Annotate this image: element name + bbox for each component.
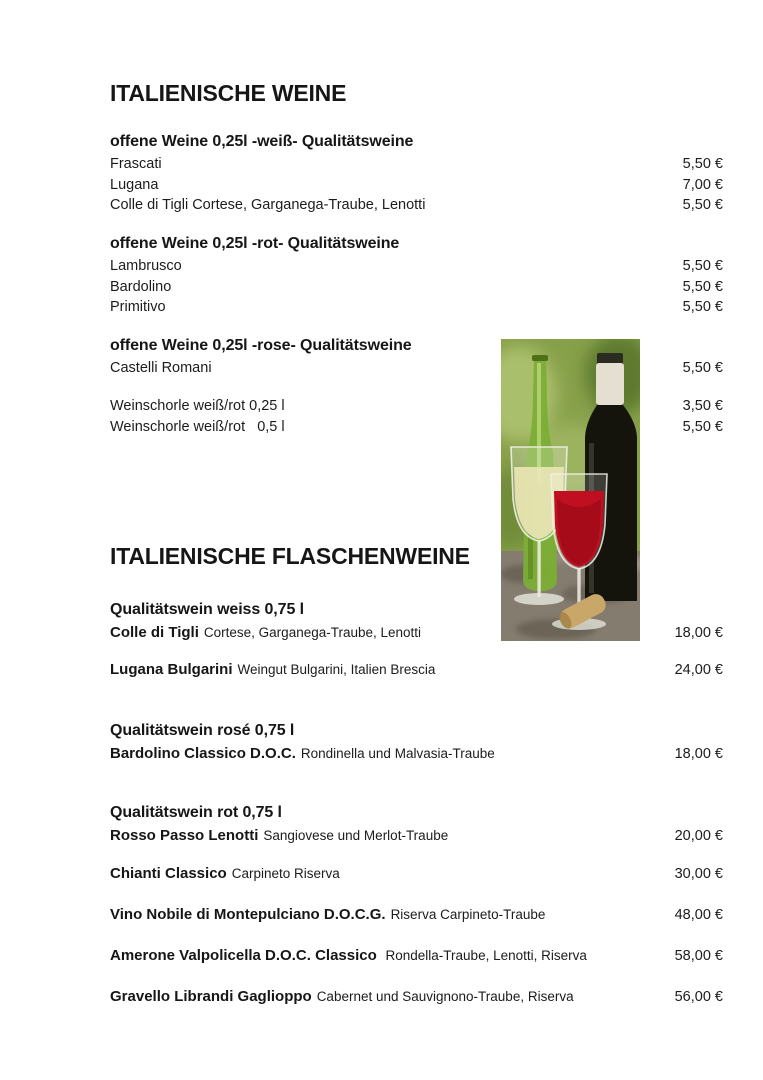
section-bottled-red <box>110 802 723 847</box>
item-price: 56,00 € <box>674 989 723 1005</box>
page-title-bottled-wines: ITALIENISCHE FLASCHENWEINE <box>110 543 470 569</box>
wine-description: Weingut Bulgarini, Italien Brescia <box>237 662 436 677</box>
section-vino-nobile <box>110 904 723 926</box>
item-price: 30,00 € <box>674 866 723 882</box>
item-name: Weinschorle weiß/rot 0,25 l <box>110 398 285 414</box>
item-text <box>110 659 675 680</box>
menu-item-row <box>110 743 723 765</box>
section-header: Qualitätswein rosé 0,75 l <box>110 722 295 739</box>
wine-description: Cortese, Garganega-Traube, Lenotti <box>203 625 422 640</box>
item-name: Weinschorle weiß/rot 0,5 l <box>110 418 285 435</box>
wine-description: Rondinella und Malvasia-Traube <box>300 746 495 761</box>
section-bottled-rose <box>110 720 723 765</box>
item-name: Lugana <box>110 176 159 193</box>
item-price: 5,50 € <box>682 156 723 172</box>
menu-item-row <box>110 175 723 196</box>
wine-description: Carpineto Riserva <box>231 866 340 881</box>
menu-item-row <box>110 154 723 175</box>
wine-description: Sangiovese und Merlot-Traube <box>263 828 449 843</box>
menu-item-row <box>110 945 723 967</box>
wine-photo-illustration <box>501 339 640 641</box>
item-price: 5,50 € <box>682 418 723 435</box>
item-text <box>110 743 675 764</box>
wine-name: Amerone Valpolicella D.O.C. Classico <box>110 947 377 964</box>
wine-name: Rosso Passo Lenotti <box>110 827 259 844</box>
menu-item-row <box>110 277 723 298</box>
wine-description: Riserva Carpineto-Traube <box>390 907 546 922</box>
item-text <box>110 986 675 1007</box>
item-text <box>110 863 675 884</box>
item-text <box>110 825 675 846</box>
section-open-white-wines <box>110 131 723 216</box>
item-price: 5,50 € <box>682 278 723 295</box>
item-text <box>110 904 675 925</box>
item-name: Primitivo <box>110 299 166 315</box>
item-price: 5,50 € <box>682 360 723 376</box>
item-price: 20,00 € <box>674 828 723 844</box>
section-open-red-wines <box>110 233 723 318</box>
item-price: 58,00 € <box>674 948 723 964</box>
item-price: 24,00 € <box>674 662 723 678</box>
section-header: Qualitätswein rot 0,75 l <box>110 804 282 821</box>
item-price: 5,50 € <box>682 197 723 213</box>
wine-name: Bardolino Classico D.O.C. <box>110 745 296 762</box>
item-price: 5,50 € <box>682 299 723 315</box>
menu-item-row <box>110 904 723 926</box>
wine-name: Lugana Bulgarini <box>110 661 233 678</box>
section-header: offene Weine 0,25l -rot- Qualitätsweine <box>110 235 400 252</box>
item-price: 3,50 € <box>682 398 723 414</box>
menu-item-row <box>110 297 723 318</box>
item-price: 48,00 € <box>674 907 723 923</box>
page-title-open-wines: ITALIENISCHE WEINE <box>110 80 347 106</box>
item-price: 18,00 € <box>674 625 723 641</box>
wine-name: Colle di Tigli <box>110 624 199 641</box>
item-name: Lambrusco <box>110 258 182 274</box>
item-price: 5,50 € <box>682 258 723 274</box>
bottle-capsule <box>596 363 624 405</box>
menu-item-row <box>110 825 723 847</box>
menu-item-row <box>110 863 723 885</box>
section-chianti <box>110 863 723 885</box>
item-price: 18,00 € <box>674 746 723 762</box>
wine-description: Cabernet und Sauvignono-Traube, Riserva <box>316 989 574 1004</box>
section-bottled-white-2 <box>110 659 723 681</box>
wine-name: Vino Nobile di Montepulciano D.O.C.G. <box>110 906 386 923</box>
section-header: offene Weine 0,25l -rose- Qualitätsweine <box>110 337 412 354</box>
wine-name: Chianti Classico <box>110 865 227 882</box>
section-gravello <box>110 986 723 1008</box>
menu-item-row <box>110 659 723 681</box>
section-amerone <box>110 945 723 967</box>
wine-name: Gravello Librandi Gaglioppo <box>110 988 312 1005</box>
section-header: offene Weine 0,25l -weiß- Qualitätsweine <box>110 133 414 150</box>
item-price: 7,00 € <box>682 176 723 193</box>
menu-item-row <box>110 986 723 1008</box>
item-name: Colle di Tigli Cortese, Garganega-Traube, Lenotti <box>110 197 426 213</box>
item-name: Castelli Romani <box>110 360 212 376</box>
item-text <box>110 945 675 966</box>
section-header: Qualitätswein weiss 0,75 l <box>110 601 304 618</box>
menu-item-row <box>110 256 723 277</box>
wine-photo <box>501 339 640 641</box>
item-name: Frascati <box>110 156 162 172</box>
menu-item-row <box>110 195 723 216</box>
item-name: Bardolino <box>110 278 172 295</box>
wine-description: Rondella-Traube, Lenotti, Riserva <box>381 948 587 963</box>
